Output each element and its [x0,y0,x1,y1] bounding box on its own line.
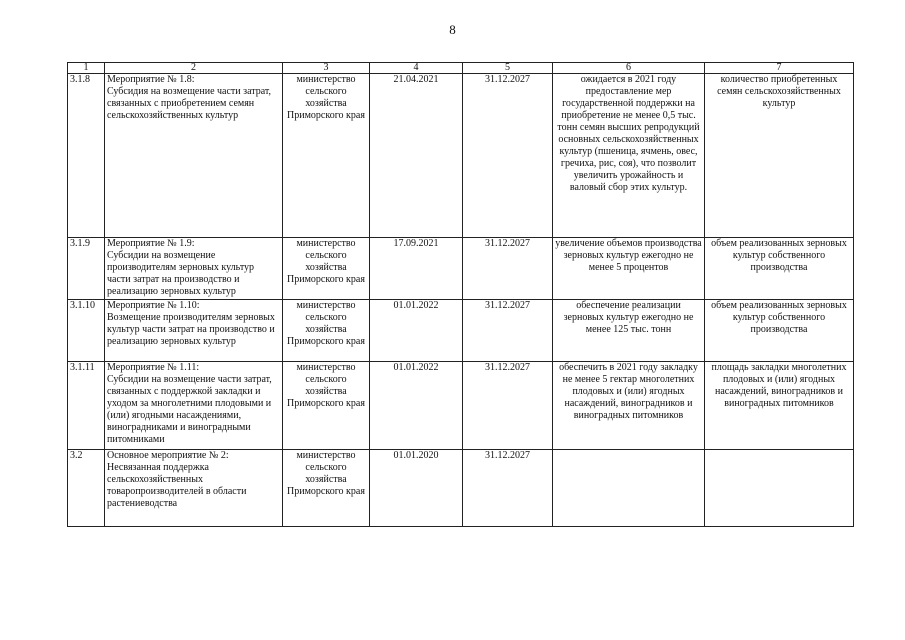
event-name: Мероприятие № 1.9: Субсидии на возмещение производителям зерновых культур части затрат на производство и реализацию зерновых культур [105,238,283,300]
expected-result [553,450,705,527]
executor: министерство сельского хозяйства Приморского края [283,238,370,300]
start-date: 01.01.2022 [370,300,463,362]
start-date: 01.01.2020 [370,450,463,527]
end-date: 31.12.2027 [463,300,553,362]
row-number: 3.1.10 [68,300,105,362]
indicator: количество приобретенных семян сельскохозяйственных культур [705,74,854,238]
start-date: 21.04.2021 [370,74,463,238]
expected-result: ожидается в 2021 году предоставление мер государственной поддержки на приобретение не менее 0,5 тыс. тонн семян высших репродукций основных сельскохозяйственных культур (пшеница, ячмень, овес, гречиха, рис, соя), что позволит увеличить урожайность и валовый сбор этих культур. [553,74,705,238]
table-row [68,362,854,450]
column-header: 6 [553,63,705,74]
indicator [705,450,854,527]
executor: министерство сельского хозяйства Приморского края [283,74,370,238]
start-date: 17.09.2021 [370,238,463,300]
row-number: 3.1.8 [68,74,105,238]
column-header: 3 [283,63,370,74]
table-row [68,450,854,527]
column-header: 5 [463,63,553,74]
expected-result: обеспечение реализации зерновых культур ежегодно не менее 125 тыс. тонн [553,300,705,362]
row-number: 3.2 [68,450,105,527]
executor: министерство сельского хозяйства Приморского края [283,450,370,527]
executor: министерство сельского хозяйства Приморского края [283,300,370,362]
column-header: 1 [68,63,105,74]
end-date: 31.12.2027 [463,362,553,450]
end-date: 31.12.2027 [463,450,553,527]
event-name: Мероприятие № 1.11: Субсидии на возмещение части затрат, связанных с поддержкой закладки и уходом за многолетними плодовыми и (или) ягодными насаждениями, виноградниками и виноградными питомниками [105,362,283,450]
column-header: 4 [370,63,463,74]
start-date: 01.01.2022 [370,362,463,450]
indicator: объем реализованных зерновых культур собственного производства [705,238,854,300]
end-date: 31.12.2027 [463,74,553,238]
row-number: 3.1.11 [68,362,105,450]
table-row [68,238,854,300]
column-header: 2 [105,63,283,74]
program-events-table [67,62,854,527]
column-header: 7 [705,63,854,74]
executor: министерство сельского хозяйства Приморского края [283,362,370,450]
table-row [68,74,854,238]
indicator: площадь закладки многолетних плодовых и (или) ягодных насаждений, виноградников и виноградных питомников [705,362,854,450]
header-row [68,63,854,74]
row-number: 3.1.9 [68,238,105,300]
table-row [68,300,854,362]
expected-result: обеспечить в 2021 году закладку не менее 5 гектар многолетних плодовых и (или) ягодных насаждений, виноградников и виноградных питомников [553,362,705,450]
end-date: 31.12.2027 [463,238,553,300]
event-name: Мероприятие № 1.8: Субсидия на возмещение части затрат, связанных с приобретением семян сельскохозяйственных культур [105,74,283,238]
indicator: объем реализованных зерновых культур собственного производства [705,300,854,362]
event-name: Мероприятие № 1.10: Возмещение производителям зерновых культур части затрат на производство и реализацию зерновых культур [105,300,283,362]
expected-result: увеличение объемов производства зерновых культур ежегодно не менее 5 процентов [553,238,705,300]
event-name: Основное мероприятие № 2: Несвязанная поддержка сельскохозяйственных товаропроизводителей в области растениеводства [105,450,283,527]
page-number: 8 [449,22,456,37]
